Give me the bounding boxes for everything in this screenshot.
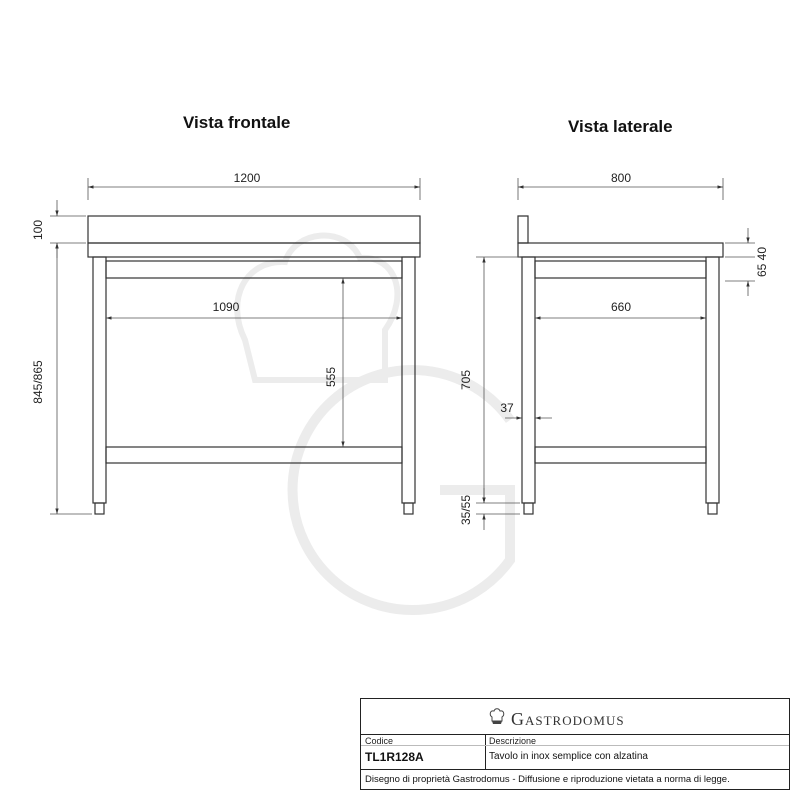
front-foot-right: [404, 503, 413, 514]
side-foot-left: [524, 503, 533, 514]
side-foot-right: [708, 503, 717, 514]
description-label: Descrizione: [489, 736, 537, 746]
dim-side-leg-width: 37: [500, 401, 514, 415]
side-top-rail: [535, 261, 706, 278]
front-backsplash: [88, 216, 420, 243]
front-foot-left: [95, 503, 104, 514]
dim-front-shelf: 555: [324, 366, 338, 388]
title-block-footer-divider: [361, 769, 789, 770]
front-leg-left: [93, 257, 106, 503]
dim-side-depth: 800: [610, 171, 632, 185]
side-leg-right: [706, 257, 719, 503]
product-description: Tavolo in inox semplice con alzatina: [489, 751, 648, 762]
title-block-header: [361, 699, 789, 735]
title-block-label-divider: [361, 745, 789, 746]
ownership-notice: Disegno di proprietà Gastrodomus - Diffusione e riproduzione vietata a norma di legge.: [365, 774, 730, 785]
front-dimension-labels: [31, 171, 338, 404]
dim-front-backsplash: 100: [31, 219, 45, 241]
side-view: [518, 216, 723, 514]
dim-side-top: 65 40: [755, 246, 769, 278]
chef-hat-icon: [489, 707, 505, 727]
dim-side-foot: 35/55: [459, 494, 473, 526]
dim-side-inner-depth: 660: [610, 300, 632, 314]
front-worktop: [88, 243, 420, 257]
side-backsplash: [518, 216, 528, 243]
title-block: [360, 698, 790, 790]
front-view-title: Vista frontale: [183, 113, 291, 132]
front-shelf-rail: [106, 447, 402, 463]
brand-name: Gastrodomus: [511, 709, 625, 729]
gastrodomus-watermark-icon: [237, 236, 510, 610]
title-block-divider: [485, 735, 486, 769]
side-shelf-rail: [535, 447, 706, 463]
dim-front-height: 845/865: [31, 360, 45, 404]
dim-front-width: 1200: [233, 171, 261, 185]
product-code: TL1R128A: [365, 750, 424, 764]
side-leg-left: [522, 257, 535, 503]
dim-front-inner-width: 1090: [212, 300, 240, 314]
side-worktop: [518, 243, 723, 257]
dim-side-leg-height: 705: [459, 369, 473, 391]
code-label: Codice: [365, 736, 394, 746]
front-leg-right: [402, 257, 415, 503]
side-dimension-labels: [459, 171, 769, 525]
side-view-title: Vista laterale: [568, 117, 673, 136]
